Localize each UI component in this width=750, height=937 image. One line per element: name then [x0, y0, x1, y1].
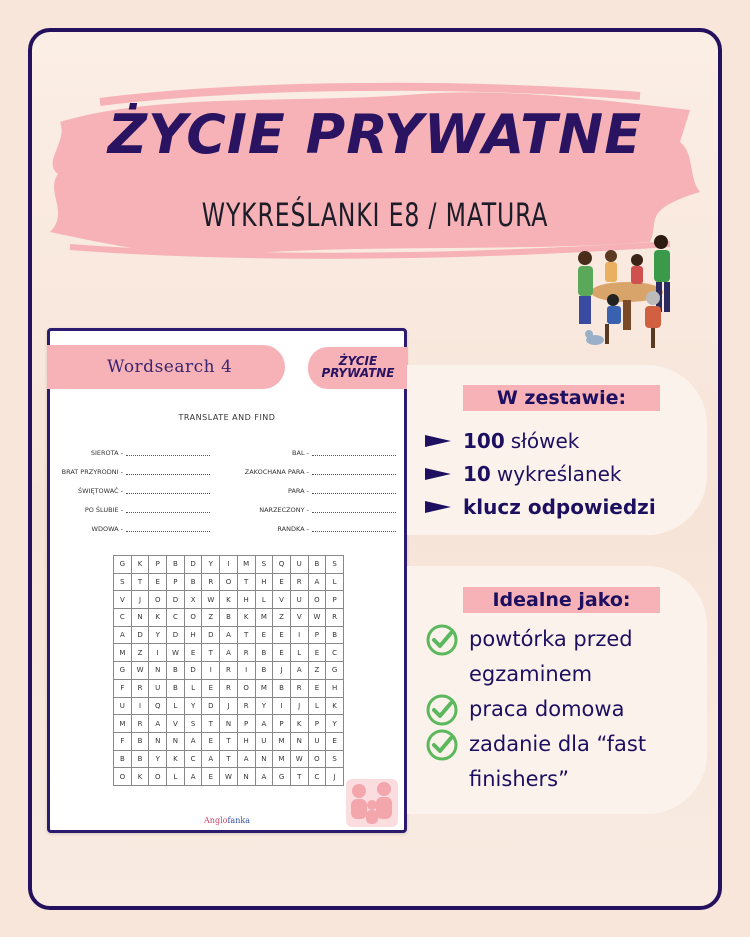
- grid-cell: S: [114, 573, 132, 591]
- grid-row: [114, 626, 344, 644]
- answer-line: [312, 526, 396, 532]
- answer-line: [126, 450, 210, 456]
- grid-cell: Z: [131, 644, 149, 662]
- grid-cell: T: [220, 750, 238, 768]
- grid-cell: D: [184, 556, 202, 574]
- vocab-item: [216, 481, 396, 500]
- grid-cell: I: [202, 662, 220, 680]
- grid-cell: V: [273, 591, 291, 609]
- grid-cell: S: [326, 556, 344, 574]
- grid-cell: R: [220, 662, 238, 680]
- grid-cell: A: [308, 573, 326, 591]
- grid-cell: U: [308, 732, 326, 750]
- worksheet-preview: [47, 328, 407, 833]
- grid-cell: Y: [149, 750, 167, 768]
- vocab-left-column: [50, 443, 210, 538]
- grid-cell: V: [114, 591, 132, 609]
- grid-cell: R: [131, 679, 149, 697]
- grid-cell: P: [237, 715, 255, 733]
- grid-cell: Y: [184, 697, 202, 715]
- grid-cell: C: [326, 644, 344, 662]
- grid-cell: B: [308, 556, 326, 574]
- arrow-right-icon: [425, 501, 451, 513]
- grid-cell: J: [220, 697, 238, 715]
- grid-cell: U: [149, 679, 167, 697]
- vocab-right-column: [216, 443, 396, 538]
- grid-cell: T: [131, 573, 149, 591]
- grid-cell: A: [184, 768, 202, 786]
- grid-cell: B: [326, 626, 344, 644]
- vocab-item: [50, 500, 210, 519]
- grid-row: [114, 768, 344, 786]
- item-line1: praca domowa: [469, 697, 625, 721]
- grid-cell: A: [237, 750, 255, 768]
- vocab-item: [216, 443, 396, 462]
- vocab-item: [216, 519, 396, 538]
- grid-cell: G: [114, 556, 132, 574]
- grid-cell: H: [184, 626, 202, 644]
- grid-cell: L: [167, 697, 185, 715]
- grid-cell: T: [237, 626, 255, 644]
- grid-cell: W: [131, 662, 149, 680]
- wordsearch-grid: [113, 555, 344, 786]
- grid-cell: I: [220, 556, 238, 574]
- grid-cell: Z: [202, 609, 220, 627]
- grid-cell: D: [131, 626, 149, 644]
- vocab-item: [216, 500, 396, 519]
- vocab-word: ŚWIĘTOWAĆ -: [77, 486, 123, 495]
- grid-row: [114, 662, 344, 680]
- grid-cell: C: [114, 609, 132, 627]
- grid-cell: O: [184, 609, 202, 627]
- answer-line: [312, 450, 396, 456]
- grid-cell: E: [273, 573, 291, 591]
- item-text: wykreślanek: [496, 461, 622, 486]
- grid-cell: A: [220, 644, 238, 662]
- arrow-right-icon: [425, 435, 451, 447]
- grid-cell: O: [149, 591, 167, 609]
- grid-cell: X: [184, 591, 202, 609]
- grid-cell: B: [255, 644, 273, 662]
- grid-cell: O: [149, 768, 167, 786]
- grid-cell: C: [184, 750, 202, 768]
- grid-cell: Q: [273, 556, 291, 574]
- grid-row: [114, 732, 344, 750]
- grid-cell: N: [220, 715, 238, 733]
- grid-cell: E: [202, 732, 220, 750]
- vocab-item: [50, 481, 210, 500]
- grid-cell: M: [237, 556, 255, 574]
- grid-cell: L: [167, 768, 185, 786]
- brand-logo: [50, 816, 404, 825]
- vocab-item: [50, 519, 210, 538]
- item-line2: egzaminem: [469, 662, 593, 686]
- grid-cell: U: [290, 591, 308, 609]
- vocab-word: PARA -: [287, 486, 309, 495]
- grid-cell: O: [220, 573, 238, 591]
- list-item: [425, 490, 662, 523]
- grid-cell: D: [184, 662, 202, 680]
- answer-line: [126, 488, 210, 494]
- grid-cell: E: [273, 644, 291, 662]
- grid-cell: U: [114, 697, 132, 715]
- grid-cell: U: [255, 732, 273, 750]
- grid-cell: D: [167, 591, 185, 609]
- grid-cell: C: [167, 609, 185, 627]
- grid-cell: B: [114, 750, 132, 768]
- page-subtitle: WYKREŚLANKI E8 / MATURA: [201, 196, 549, 234]
- grid-cell: T: [237, 573, 255, 591]
- grid-cell: B: [167, 679, 185, 697]
- grid-cell: R: [326, 609, 344, 627]
- item-line2: finishers”: [469, 767, 569, 791]
- grid-cell: J: [290, 697, 308, 715]
- grid-cell: J: [326, 768, 344, 786]
- grid-cell: E: [326, 732, 344, 750]
- grid-cell: M: [114, 644, 132, 662]
- grid-cell: E: [149, 573, 167, 591]
- grid-cell: N: [290, 732, 308, 750]
- item-text: słówek: [510, 428, 580, 453]
- worksheet-logo-line2: PRYWATNE: [321, 366, 395, 380]
- grid-cell: R: [237, 697, 255, 715]
- list-item: [425, 692, 646, 727]
- vocab-word: BAL -: [292, 448, 309, 457]
- worksheet-logo: [308, 347, 408, 389]
- worksheet-logo-line1: ŻYCIE: [338, 354, 378, 368]
- grid-cell: I: [149, 644, 167, 662]
- grid-cell: M: [255, 609, 273, 627]
- grid-row: [114, 715, 344, 733]
- check-circle-icon: [425, 728, 459, 762]
- grid-cell: Y: [149, 626, 167, 644]
- grid-cell: J: [131, 591, 149, 609]
- item-bold: 100: [463, 428, 505, 453]
- grid-cell: B: [184, 573, 202, 591]
- grid-cell: B: [131, 750, 149, 768]
- grid-cell: K: [237, 609, 255, 627]
- grid-cell: N: [167, 732, 185, 750]
- grid-cell: K: [220, 591, 238, 609]
- grid-cell: A: [255, 715, 273, 733]
- vocab-item: [50, 462, 210, 481]
- grid-cell: P: [308, 715, 326, 733]
- grid-cell: I: [273, 697, 291, 715]
- list-item: [425, 622, 646, 692]
- grid-row: [114, 609, 344, 627]
- grid-cell: P: [149, 556, 167, 574]
- grid-cell: N: [237, 768, 255, 786]
- grid-cell: Z: [308, 662, 326, 680]
- vocab-word: RANDKA -: [277, 524, 309, 533]
- worksheet-banner: Wordsearch 4: [47, 345, 285, 389]
- grid-cell: U: [290, 556, 308, 574]
- grid-cell: V: [167, 715, 185, 733]
- grid-cell: N: [149, 732, 167, 750]
- set-heading: W zestawie:: [463, 385, 660, 411]
- check-circle-icon: [425, 693, 459, 727]
- grid-cell: A: [202, 750, 220, 768]
- vocab-item: [216, 462, 396, 481]
- list-item: [425, 424, 662, 457]
- grid-cell: N: [255, 750, 273, 768]
- vocab-word: NARZECZONY -: [259, 505, 309, 514]
- grid-cell: P: [273, 715, 291, 733]
- grid-row: [114, 697, 344, 715]
- grid-cell: I: [237, 662, 255, 680]
- grid-cell: B: [255, 662, 273, 680]
- grid-cell: R: [220, 679, 238, 697]
- page-title: ŻYCIE PRYWATNE: [107, 103, 643, 166]
- vocab-word: SIEROTA -: [90, 448, 123, 457]
- grid-cell: L: [255, 591, 273, 609]
- family-dinner-illustration: [565, 230, 690, 355]
- grid-cell: S: [184, 715, 202, 733]
- grid-cell: M: [114, 715, 132, 733]
- check-circle-icon: [425, 623, 459, 657]
- grid-cell: F: [114, 732, 132, 750]
- grid-cell: E: [308, 679, 326, 697]
- grid-cell: W: [308, 609, 326, 627]
- grid-cell: L: [184, 679, 202, 697]
- item-line1: zadanie dla “fast: [469, 732, 647, 756]
- grid-cell: H: [326, 679, 344, 697]
- grid-cell: N: [131, 609, 149, 627]
- grid-cell: B: [220, 609, 238, 627]
- grid-cell: O: [308, 750, 326, 768]
- grid-cell: L: [290, 644, 308, 662]
- grid-cell: K: [149, 609, 167, 627]
- grid-cell: P: [167, 573, 185, 591]
- grid-cell: H: [255, 573, 273, 591]
- grid-cell: R: [202, 573, 220, 591]
- grid-cell: G: [273, 768, 291, 786]
- answer-line: [126, 469, 210, 475]
- vocab-word: BRAT PRZYRODNI -: [61, 467, 123, 476]
- grid-cell: B: [131, 732, 149, 750]
- grid-cell: O: [114, 768, 132, 786]
- grid-cell: F: [114, 679, 132, 697]
- grid-cell: P: [326, 591, 344, 609]
- grid-cell: R: [290, 679, 308, 697]
- grid-cell: W: [202, 591, 220, 609]
- grid-cell: M: [273, 750, 291, 768]
- grid-cell: K: [326, 697, 344, 715]
- grid-cell: H: [237, 591, 255, 609]
- grid-cell: T: [290, 768, 308, 786]
- grid-cell: W: [167, 644, 185, 662]
- item-bold: 10: [463, 461, 491, 486]
- vocab-word: PO ŚLUBIE -: [84, 505, 123, 514]
- grid-cell: S: [326, 750, 344, 768]
- item-bold: klucz odpowiedzi: [463, 494, 656, 519]
- grid-cell: Y: [255, 697, 273, 715]
- grid-row: [114, 644, 344, 662]
- answer-line: [312, 469, 396, 475]
- grid-row: [114, 573, 344, 591]
- grid-cell: N: [149, 662, 167, 680]
- grid-cell: R: [131, 715, 149, 733]
- grid-cell: A: [255, 768, 273, 786]
- grid-cell: I: [290, 626, 308, 644]
- grid-cell: W: [290, 750, 308, 768]
- vocab-word: WDOWA -: [91, 524, 123, 533]
- grid-cell: O: [237, 679, 255, 697]
- grid-cell: Q: [149, 697, 167, 715]
- item-line1: powtórka przed: [469, 627, 633, 651]
- grid-cell: B: [273, 679, 291, 697]
- grid-cell: A: [149, 715, 167, 733]
- set-list: [425, 424, 662, 523]
- grid-cell: E: [184, 644, 202, 662]
- grid-cell: A: [184, 732, 202, 750]
- arrow-right-icon: [425, 468, 451, 480]
- answer-line: [312, 488, 396, 494]
- grid-cell: E: [308, 644, 326, 662]
- grid-row: [114, 750, 344, 768]
- ideal-heading: Idealne jako:: [463, 587, 660, 613]
- grid-cell: H: [237, 732, 255, 750]
- grid-row: [114, 679, 344, 697]
- grid-cell: T: [220, 732, 238, 750]
- brand-part2: fanka: [227, 816, 250, 825]
- list-item: [425, 457, 662, 490]
- grid-cell: A: [290, 662, 308, 680]
- grid-row: [114, 591, 344, 609]
- grid-cell: R: [290, 573, 308, 591]
- grid-cell: I: [131, 697, 149, 715]
- answer-line: [126, 526, 210, 532]
- grid-cell: G: [114, 662, 132, 680]
- vocab-item: [50, 443, 210, 462]
- vocab-word: ZAKOCHANA PARA -: [244, 467, 309, 476]
- grid-cell: L: [308, 697, 326, 715]
- answer-line: [126, 507, 210, 513]
- grid-cell: B: [167, 662, 185, 680]
- grid-cell: M: [273, 732, 291, 750]
- grid-row: [114, 556, 344, 574]
- grid-cell: D: [167, 626, 185, 644]
- grid-cell: T: [202, 715, 220, 733]
- grid-cell: M: [255, 679, 273, 697]
- grid-cell: G: [326, 662, 344, 680]
- worksheet-instruction: TRANSLATE AND FIND: [178, 413, 276, 422]
- answer-line: [312, 507, 396, 513]
- grid-cell: R: [237, 644, 255, 662]
- grid-cell: J: [273, 662, 291, 680]
- grid-cell: K: [290, 715, 308, 733]
- grid-cell: L: [326, 573, 344, 591]
- grid-cell: Y: [326, 715, 344, 733]
- grid-cell: O: [308, 591, 326, 609]
- grid-cell: E: [273, 626, 291, 644]
- grid-cell: Z: [273, 609, 291, 627]
- grid-cell: K: [131, 556, 149, 574]
- grid-cell: E: [255, 626, 273, 644]
- grid-cell: D: [202, 626, 220, 644]
- grid-cell: C: [308, 768, 326, 786]
- ideal-list: [425, 622, 646, 797]
- grid-cell: A: [220, 626, 238, 644]
- list-item: [425, 727, 646, 797]
- grid-cell: B: [167, 556, 185, 574]
- grid-cell: S: [255, 556, 273, 574]
- grid-cell: K: [131, 768, 149, 786]
- grid-cell: V: [290, 609, 308, 627]
- grid-cell: P: [308, 626, 326, 644]
- grid-cell: W: [220, 768, 238, 786]
- grid-cell: D: [202, 697, 220, 715]
- grid-cell: E: [202, 679, 220, 697]
- brand-part1: Anglo: [204, 816, 228, 825]
- grid-cell: T: [202, 644, 220, 662]
- grid-cell: A: [114, 626, 132, 644]
- grid-cell: E: [202, 768, 220, 786]
- grid-cell: K: [167, 750, 185, 768]
- grid-cell: Y: [202, 556, 220, 574]
